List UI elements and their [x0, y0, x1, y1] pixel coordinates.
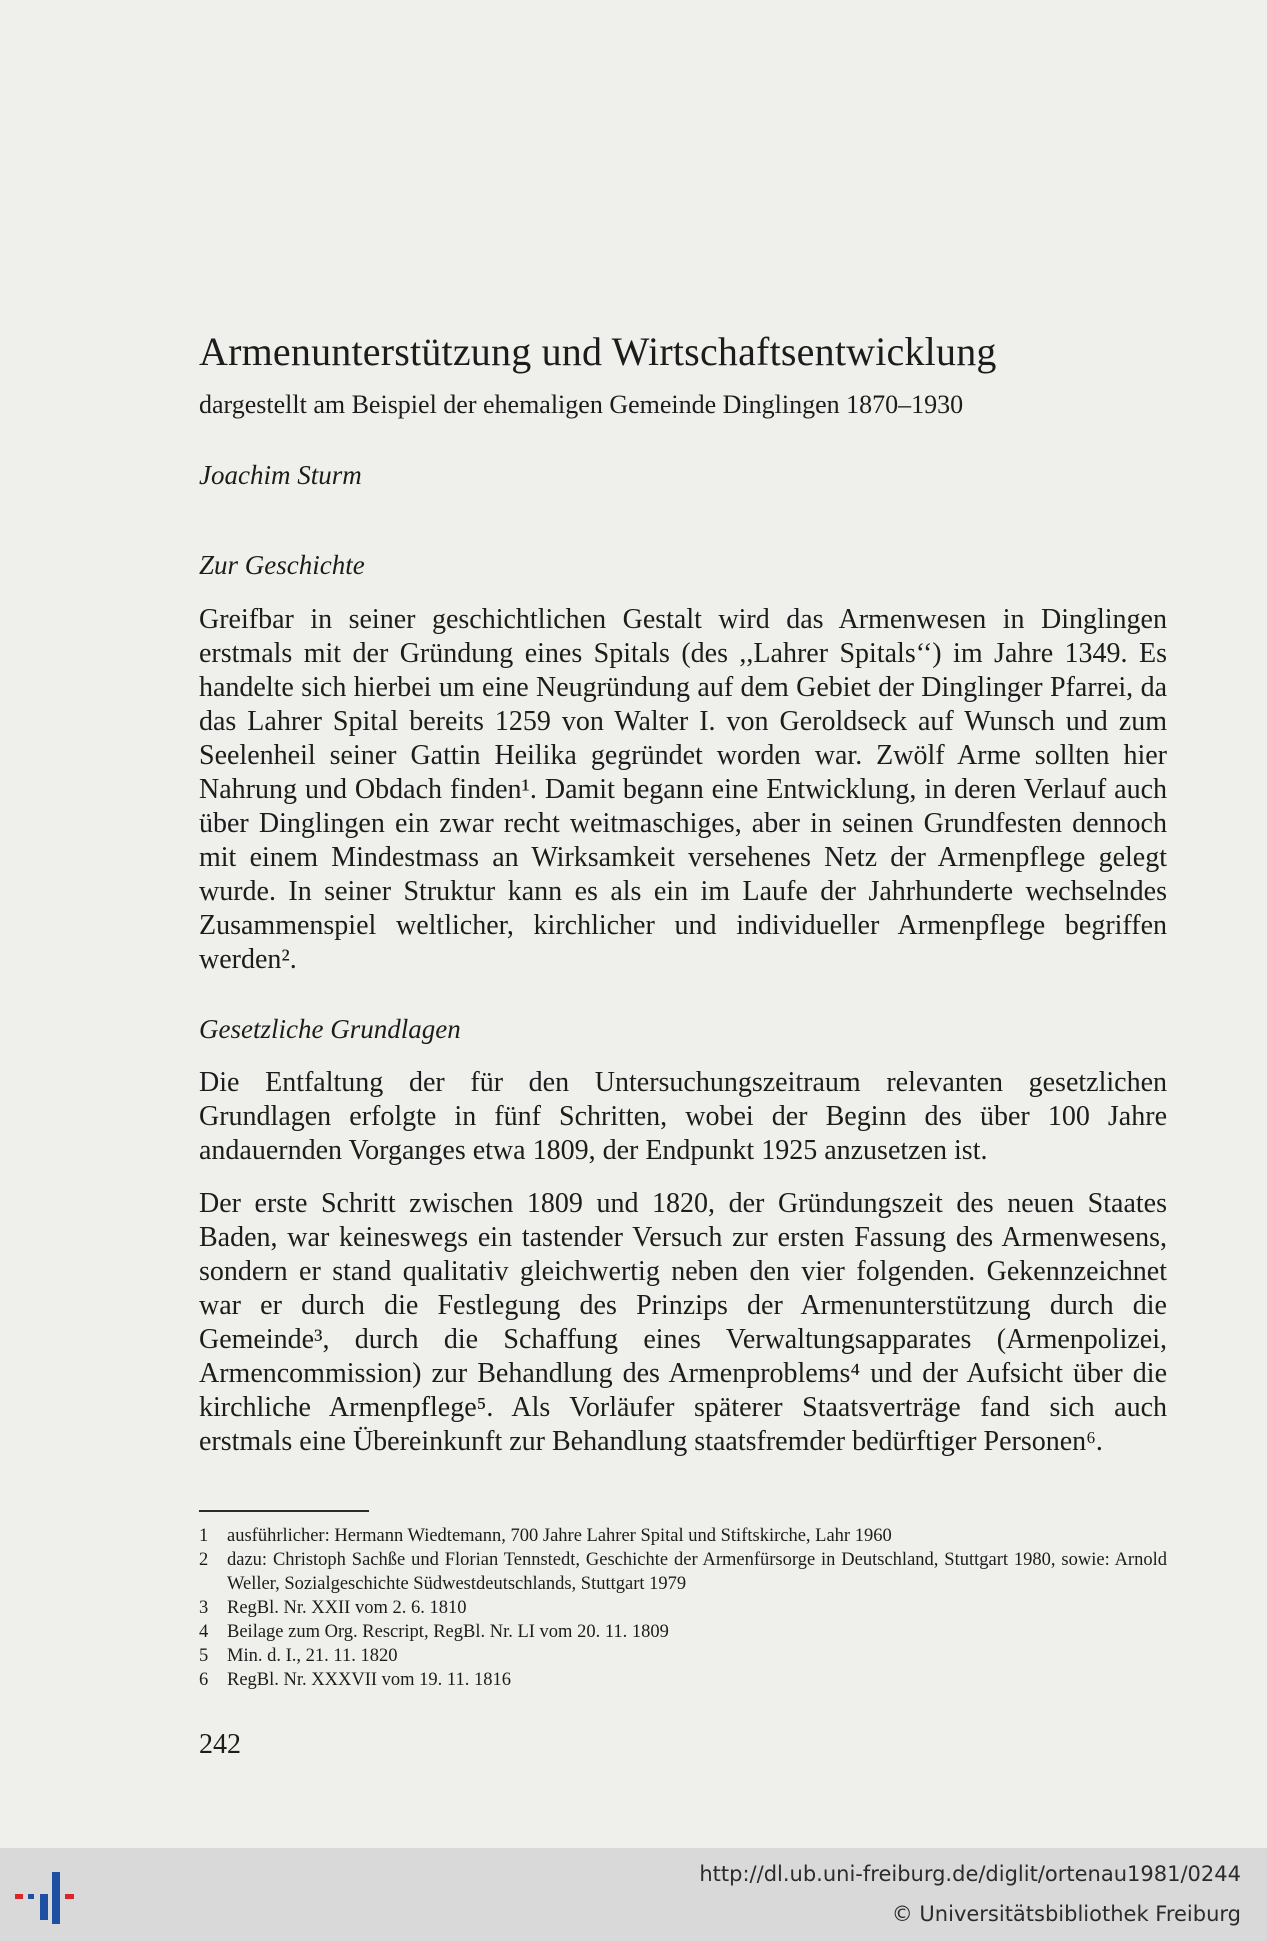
footnote-divider [199, 1510, 369, 1512]
footnote-number: 6 [199, 1670, 209, 1690]
section-heading-geschichte: Zur Geschichte [199, 550, 365, 580]
footnote-item [199, 1644, 1167, 1668]
footnote-text: dazu: Christoph Sachße und Florian Tennstedt, Geschichte der Armenfürsorge in Deutschland, Stuttgart 1980, sowie: Arnold Weller, Sozialgeschichte Südwestdeutschlands, Stuttgart 1979 [227, 1550, 1167, 1594]
footnote-item [199, 1596, 1167, 1620]
footnote-number: 1 [199, 1526, 209, 1546]
footnote-number: 3 [199, 1598, 209, 1618]
footnote-item [199, 1548, 1167, 1596]
footnote-text: RegBl. Nr. XXXVII vom 19. 11. 1816 [227, 1670, 511, 1690]
copyright-notice: © Universitätsbibliothek Freiburg [891, 1902, 1241, 1926]
author-name: Joachim Sturm [199, 460, 362, 490]
article-subtitle: dargestellt am Beispiel der ehemaligen Gemeinde Dinglingen 1870–1930 [199, 390, 964, 419]
article-title: Armenunterstützung und Wirtschaftsentwicklung [199, 329, 997, 374]
footnote-item [199, 1668, 1167, 1692]
ub-freiburg-logo-icon[interactable] [10, 1864, 80, 1928]
footnote-list [199, 1524, 1167, 1692]
paragraph-grundlagen-2: Der erste Schritt zwischen 1809 und 1820, der Gründungszeit des neuen Staates Baden, war keineswegs ein tastender Versuch zur ersten Fassung des Armenwesens, sondern er stand qualitativ gleichwertig neben den vier folgenden. Gekennzeichnet war er durch die Festlegung des Prinzips der Armenunterstützung durch die Gemeinde³, durch die Schaffung eines Verwaltungsapparates (Armenpolizei, Armencommission) zur Behandlung des Armenproblems⁴ und der Aufsicht über die kirchliche Armenpflege⁵. Als Vorläufer späterer Staatsverträge fand sich auch erstmals eine Übereinkunft zur Behandlung staatsfremder bedürftiger Personen⁶. [199, 1188, 1167, 1457]
footnote-item [199, 1620, 1167, 1644]
document-url-link[interactable]: http://dl.ub.uni-freiburg.de/diglit/ortenau1981/0244 [699, 1862, 1241, 1886]
footnote-number: 2 [199, 1550, 209, 1570]
footnote-text: Beilage zum Org. Rescript, RegBl. Nr. LI vom 20. 11. 1809 [227, 1622, 669, 1642]
paragraph-grundlagen-1: Die Entfaltung der für den Untersuchungszeitraum relevanten gesetzlichen Grundlagen erfolgte in fünf Schritten, wobei der Beginn des über 100 Jahre andauernden Vorganges etwa 1809, der Endpunkt 1925 anzusetzen ist. [199, 1067, 1167, 1166]
footnote-number: 5 [199, 1646, 209, 1666]
footnote-text: RegBl. Nr. XXII vom 2. 6. 1810 [227, 1598, 467, 1618]
page-number: 242 [199, 1729, 241, 1760]
library-footer [0, 1848, 1267, 1941]
section-heading-grundlagen: Gesetzliche Grundlagen [199, 1014, 461, 1044]
footnote-item [199, 1524, 1167, 1548]
footnote-text: ausführlicher: Hermann Wiedtemann, 700 Jahre Lahrer Spital und Stiftskirche, Lahr 1960 [227, 1526, 892, 1546]
paragraph-geschichte: Greifbar in seiner geschichtlichen Gestalt wird das Armenwesen in Dinglingen erstmals mit der Gründung eines Spitals (des ,,Lahrer Spitals‘‘) im Jahre 1349. Es handelte sich hierbei um eine Neugründung auf dem Gebiet der Dinglinger Pfarrei, da das Lahrer Spital bereits 1259 von Walter I. von Geroldseck auf Wunsch und zum Seelenheil seiner Gattin Heilika gegründet worden war. Zwölf Arme sollten hier Nahrung und Obdach finden¹. Damit begann eine Entwicklung, in deren Verlauf auch über Dinglingen ein zwar recht weitmaschiges, aber in seinen Grundfesten dennoch mit einem Mindestmass an Wirksamkeit versehenes Netz der Armenpflege gelegt wurde. In seiner Struktur kann es als ein im Laufe der Jahrhunderte wechselndes Zusammenspiel weltlicher, kirchlicher und individueller Armenpflege begriffen werden². [199, 604, 1167, 975]
footnote-text: Min. d. I., 21. 11. 1820 [227, 1646, 398, 1666]
footnote-number: 4 [199, 1622, 209, 1642]
